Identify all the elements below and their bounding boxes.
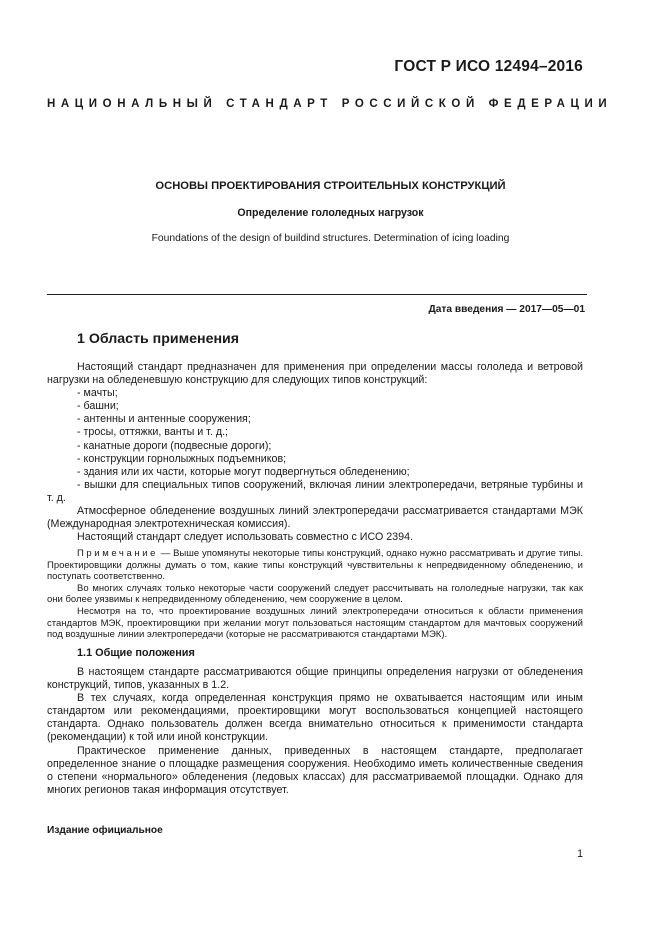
- paragraph-atmospheric-icing: Атмосферное обледенение воздушных линий электропередачи рассматривается стандартами МЭК (Международная электротехническая комиссия).: [47, 505, 583, 531]
- gost-code: ГОСТ Р ИСО 12494–2016: [394, 58, 583, 75]
- note-text: — Выше упомянуты некоторые типы конструкций, однако нужно рассматривать и другие типы. Проектировщики должны думать о том, какие типы конструкций чувствительны к непредвиденному обледенению, и поступать соответственно.: [47, 548, 583, 583]
- header-divider: [47, 294, 587, 295]
- national-standard-heading: НАЦИОНАЛЬНЫЙ СТАНДАРТ РОССИЙСКОЙ ФЕДЕРАЦИИ: [47, 98, 613, 110]
- list-item: - мачты;: [77, 387, 118, 400]
- paragraph-general-1: В настоящем стандарте рассматриваются общие принципы определения нагрузки от обледенения конструкций, типов, указанных в 1.2.: [47, 666, 583, 692]
- paragraph-general-2: В тех случаях, когда определенная конструкция прямо не охватывается настоящим или иным стандартом или рекомендациями, проектировщики могут воспользоваться концепцией настоящего стандарта. Однако пользователь должен всегда внимательно относиться к применимости стандарта (рекомендации) к той или иной конструкции.: [47, 692, 583, 744]
- edition-label: Издание официальное: [47, 825, 163, 836]
- section-1-1-body: [47, 666, 583, 797]
- section-1-1-heading: 1.1 Общие положения: [77, 647, 195, 659]
- list-item: - здания или их части, которые могут подвергнуться обледенению;: [77, 465, 410, 478]
- list-item: - вышки для специальных типов сооружений, включая линии электропередачи, ветряные турбины и т. д.: [47, 478, 583, 504]
- note-paragraph: [47, 548, 583, 583]
- note-paragraph-3: Несмотря на то, что проектирование воздушных линий электропередачи относиться к области применения стандартов МЭК, проектировщики при желании могут пользоваться настоящим стандартом для мачтовых сооружений под воздушные линии электропередачи (которые не рассматриваются стандартами МЭК).: [47, 605, 583, 641]
- document-title: ОСНОВЫ ПРОЕКТИРОВАНИЯ СТРОИТЕЛЬНЫХ КОНСТРУКЦИЙ: [155, 180, 506, 192]
- list-item: - башни;: [77, 400, 119, 413]
- introduction-date: Дата введения — 2017—05—01: [428, 304, 585, 315]
- page-number: 1: [577, 848, 583, 860]
- list-item: - канатные дороги (подвесные дороги);: [77, 439, 272, 452]
- list-item: - тросы, оттяжки, ванты и т. д.;: [77, 426, 229, 439]
- document-title-english: Foundations of the design of buildind structures. Determination of icing loading: [151, 233, 510, 244]
- paragraph-general-3: Практическое применение данных, приведенных в настоящем стандарте, предполагает определенное знание о площадке размещения сооружения. Необходимо иметь количественные сведения о степени «нормального» обледенения (ледовых классах) для рассматриваемой площадки. Однако для многих регионов такая информация отсутствует.: [47, 744, 583, 796]
- list-item: - антенны и антенные сооружения;: [77, 413, 251, 426]
- section-1-heading: 1 Область применения: [77, 331, 240, 347]
- note-block: [47, 548, 583, 641]
- section-1-body: [47, 361, 583, 544]
- section-1-intro: Настоящий стандарт предназначен для применения при определении массы гололеда и ветровой нагрузки на обледеневшую конструкцию для следующих типов конструкций:: [47, 361, 583, 387]
- note-label: Примечание: [77, 548, 158, 559]
- list-item: - конструкции горнолыжных подъемников;: [77, 452, 287, 465]
- paragraph-use-with-iso: Настоящий стандарт следует использовать совместно с ИСО 2394.: [77, 531, 413, 544]
- document-subtitle: Определение гололедных нагрузок: [237, 207, 424, 219]
- note-paragraph-2: Во многих случаях только некоторые части сооружений следует рассчитывать на гололедные нагрузки, так как они более уязвимы к непредвиденному обледенению, чем сооружение в целом.: [47, 582, 583, 606]
